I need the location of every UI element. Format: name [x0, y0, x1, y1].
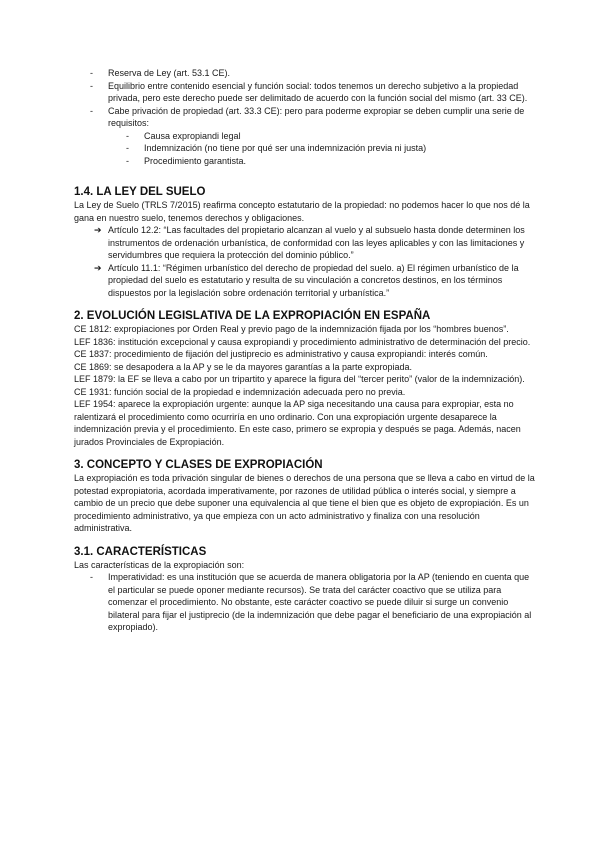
list-item: ➔ Artículo 12.2: “Las facultades del propietario alcanzan al vuelo y al subsuelo hasta donde determinen los instrumentos de ordenación urbanística, de conformidad con las leyes aplicables y con las limitaciones y servidumbres que requiera la protección del dominio público.” [94, 225, 525, 260]
dash-bullet: - [126, 143, 129, 153]
section-intro: La Ley de Suelo (TRLS 7/2015) reafirma concepto estatutario de la propiedad: no podemos hacer lo que nos dé la gana en nuestro suelo, tenemos derechos y obligaciones. [74, 200, 530, 223]
paragraph: CE 1869: se desapodera a la AP y se le da mayores garantías a la parte expropiada. [74, 361, 413, 372]
list-item: - Indemnización (no tiene por qué ser una indemnización previa ni justa) [126, 143, 427, 153]
list-item: - Cabe privación de propiedad (art. 33.3 CE): pero para poderme expropiar se deben cumplir una serie de requisitos: [90, 105, 525, 128]
section-heading-evolucion: 2. EVOLUCIÓN LEGISLATIVA DE LA EXPROPIACIÓN EN ESPAÑA [74, 310, 431, 322]
paragraph: CE 1837: procedimiento de fijación del justiprecio es administrativo y causa expropiandi: interés común. [74, 349, 488, 359]
requirements-list [74, 130, 536, 168]
paragraph: LEF 1836: institución excepcional y causa expropiandi y procedimiento administrativo de determinación del precio. [74, 336, 531, 347]
list-item: - Procedimiento garantista. [126, 155, 247, 166]
evolution-list [74, 323, 536, 448]
section-heading-caracteristicas: 3.1. CARACTERÍSTICAS [74, 545, 207, 558]
articles-list [74, 224, 536, 299]
paragraph: CE 1812: expropiaciones por Orden Real y previo pago de la indemnización fijada por los “hombres buenos”. [74, 324, 509, 334]
dash-bullet: - [90, 80, 93, 91]
arrow-right-icon: ➔ [94, 225, 102, 235]
dash-bullet: - [90, 68, 93, 78]
dash-bullet: - [90, 572, 93, 582]
list-item: ➔ Artículo 11.1: “Régimen urbanístico del derecho de propiedad del suelo. a) El régimen urbanístico de la propiedad del suelo es estatutario y resulta de su vinculación a concretos destinos, en los términos dispuestos por la legislación sobre ordenación territorial y urbanística.” [94, 262, 519, 298]
dash-bullet: - [126, 155, 129, 166]
paragraph: LEF 1879: la EF se lleva a cabo por un tripartito y aparece la figura del “tercer perito” (valor de la indemnización). [74, 374, 525, 384]
document-content [74, 67, 536, 634]
characteristics-list [74, 571, 536, 634]
list-item: - Reserva de Ley (art. 53.1 CE). [90, 68, 231, 78]
list-item: - Equilibrio entre contenido esencial y función social: todos tenemos un derecho subjetivo a la propiedad privada, pero este derecho puede ser delimitado de acuerdo con la función social del mismo (art. 33 CE). [90, 80, 528, 103]
list-item: - Causa expropiandi legal [126, 130, 241, 141]
arrow-right-icon: ➔ [94, 262, 102, 273]
dash-bullet: - [90, 105, 93, 116]
paragraph: La expropiación es toda privación singular de bienes o derechos de una persona que se lleva a cabo en virtud de la potestad expropiatoria, acordada imperativamente, por razones de utilidad pública o interés social, y siempre a cambio de un precio que debe suponer una equivalencia al que tiene el bien que es objeto de expropiación. Es un procedimiento administrativo, ya que empieza con un acto administrativo y finaliza con una resolución administrativa. [74, 473, 535, 533]
section-heading-ley-suelo: 1.4. LA LEY DEL SUELO [74, 186, 206, 198]
paragraph: CE 1931: función social de la propiedad e indemnización adecuada pero no previa. [74, 386, 406, 397]
dash-bullet: - [126, 130, 129, 141]
section-intro: Las características de la expropiación son: [74, 559, 245, 570]
section-heading-concepto: 3. CONCEPTO Y CLASES DE EXPROPIACIÓN [74, 459, 323, 471]
list-item: - Imperatividad: es una institución que se acuerda de manera obligatoria por la AP (teniendo en cuenta que el particular se puede oponer mediante recursos). Se trata del carácter coactivo que se utiliza para comenzar el procedimiento. No obstante, este carácter coactivo se puede diluir si surge un convenio bilateral para fijar el justiprecio (de la indemnización que debe pagar el beneficiario de una expropiación al expropiado). [90, 572, 532, 632]
rights-list [74, 67, 536, 167]
paragraph: LEF 1954: aparece la expropiación urgente: aunque la AP siga necesitando una causa para expropiar, esta no ralentizará el procedimiento como ocurriría en uno ordinario. Con una expropiación urgente desaparece la indemnización previa y el procedimiento. En este caso, primero se expropia y después se paga. Además, nacen jurados Provinciales de Expropiación. [74, 399, 521, 447]
